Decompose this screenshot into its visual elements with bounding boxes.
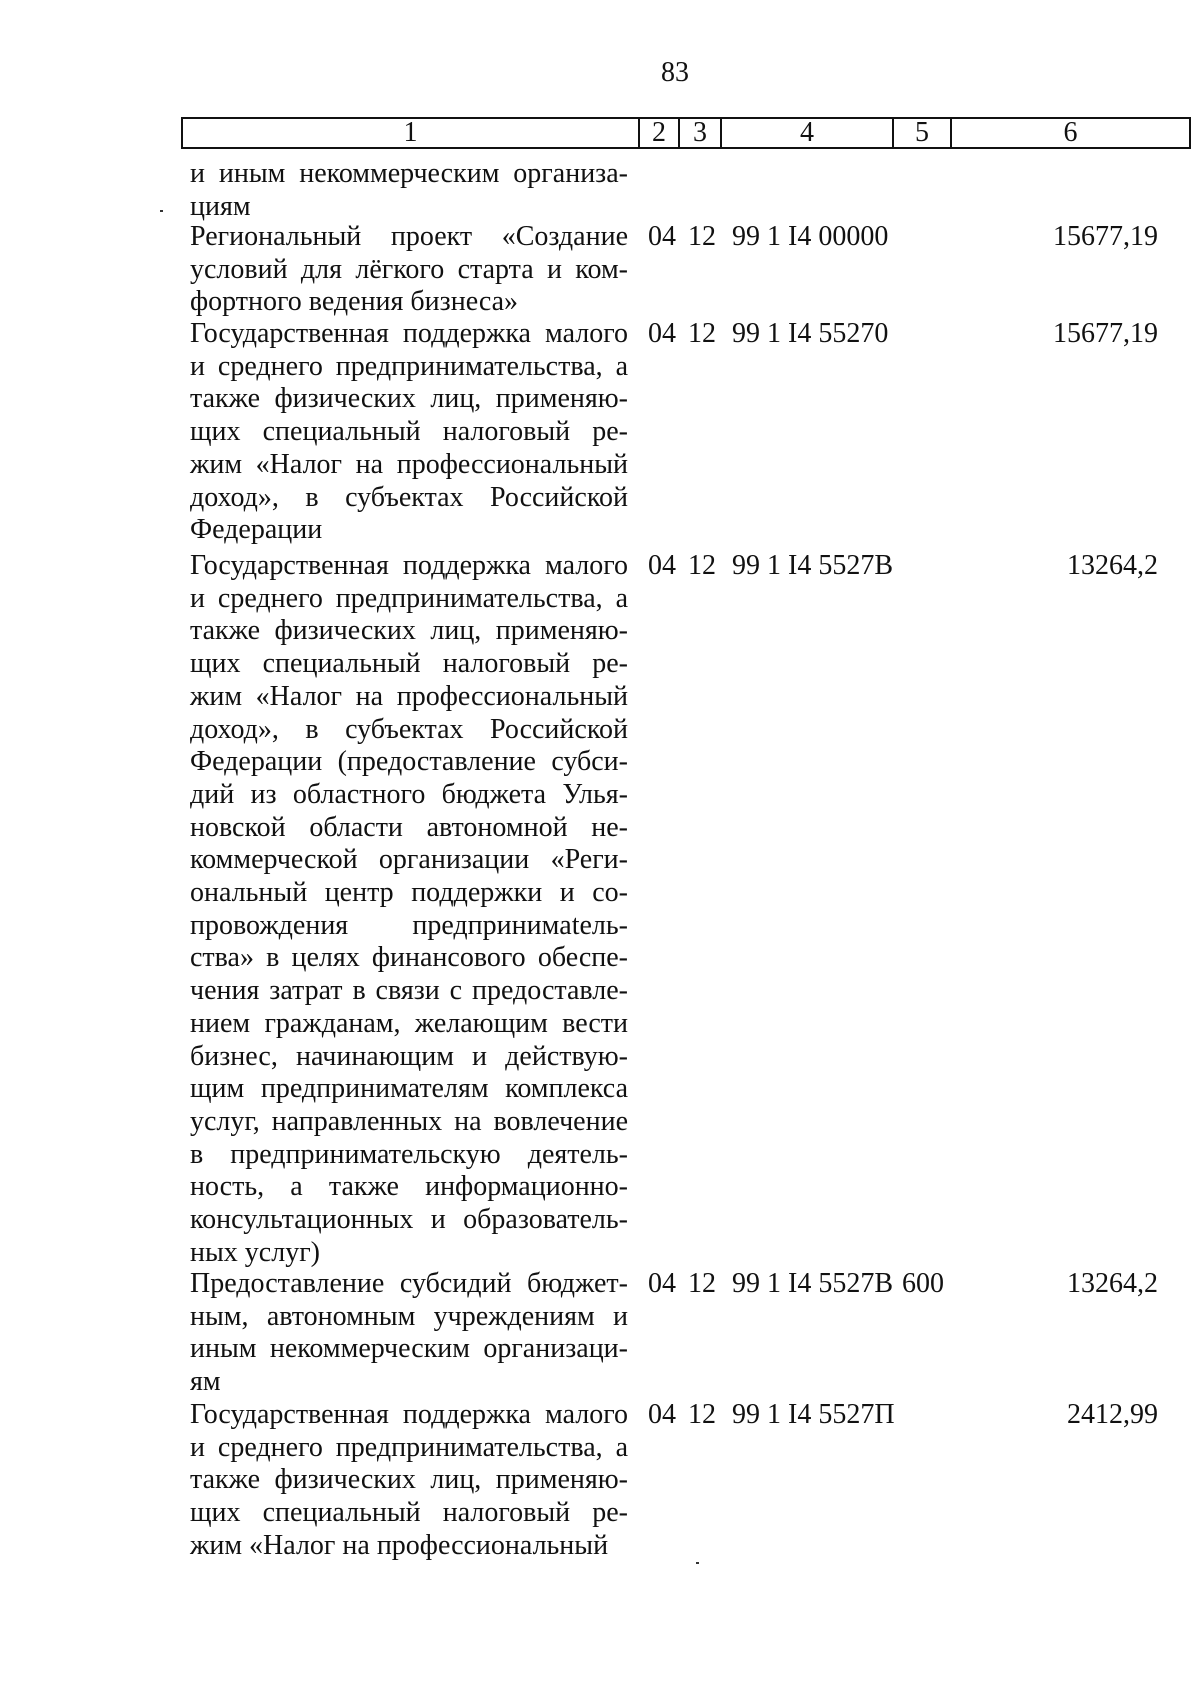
- row-description: [190, 1399, 628, 1563]
- description-line: Государственная поддержка малого: [190, 1399, 628, 1430]
- description-line: и иным некоммерческим организа-: [190, 158, 628, 189]
- description-line: ность, а также информационно-: [190, 1171, 628, 1203]
- description-line: щих специальный налоговый ре-: [190, 648, 628, 680]
- amount: 2412,99: [1067, 1399, 1158, 1430]
- description-line: жим «Налог на профессиональный: [190, 1529, 609, 1561]
- description-line: жим «Налог на профессиональный: [190, 680, 628, 712]
- description-line: Федерации (предоставление субси-: [190, 746, 628, 778]
- description-line: также физических лиц, применяю-: [190, 615, 628, 647]
- description-line: доход», в субъектах Российской: [190, 481, 628, 513]
- subsection-code: 12: [688, 221, 716, 252]
- target-article-code: 99 1 I4 5527В: [732, 550, 893, 581]
- row-description: [190, 221, 628, 319]
- target-article-code: 99 1 I4 55270: [732, 318, 889, 349]
- description-line: ям: [190, 1366, 221, 1398]
- expense-type-code: 600: [902, 1268, 944, 1299]
- section-code: 04: [648, 550, 676, 581]
- description-line: провождения предпринимatель-: [190, 909, 628, 941]
- description-line: также физических лиц, применяю-: [190, 383, 628, 415]
- description-line: Государственная поддержка малого: [190, 550, 628, 581]
- description-line: и среднего предпринимательства, а: [190, 1431, 628, 1463]
- description-line: услуг, направленных на вовлечение: [190, 1105, 628, 1137]
- description-line: щим предпринимателям комплекса: [190, 1073, 628, 1105]
- description-line: новской области автономной не-: [190, 811, 628, 843]
- header-col-6: 6: [1063, 117, 1078, 148]
- description-line: Федерации: [190, 514, 323, 546]
- subsection-code: 12: [688, 550, 716, 581]
- description-line: коммерческой организации «Реги-: [190, 844, 628, 876]
- description-line: циям: [190, 190, 251, 222]
- header-col-3: 3: [680, 119, 722, 147]
- amount: 15677,19: [1053, 221, 1158, 252]
- description-line: Предоставление субсидий бюджет-: [190, 1268, 628, 1299]
- description-line: дий из областного бюджета Улья-: [190, 778, 628, 810]
- description-line: жим «Налог на профессиональный: [190, 448, 628, 480]
- description-line: щих специальный налоговый ре-: [190, 1497, 628, 1529]
- target-article-code: 99 1 I4 5527В: [732, 1268, 893, 1299]
- subsection-code: 12: [688, 1399, 716, 1430]
- description-line: нием гражданам, желающим вести: [190, 1007, 628, 1039]
- description-line: консультационных и образователь-: [190, 1204, 628, 1236]
- target-article-code: 99 1 I4 00000: [732, 221, 889, 252]
- header-col-4: 4: [722, 119, 894, 147]
- description-line: и среднего предпринимательства, а: [190, 582, 628, 614]
- description-line: ных услуг): [190, 1236, 321, 1268]
- section-code: 04: [648, 318, 676, 349]
- target-article-code: 99 1 I4 5527П: [732, 1399, 895, 1430]
- row-description: [190, 158, 628, 223]
- scan-speck: [696, 1562, 699, 1564]
- subsection-code: 12: [688, 318, 716, 349]
- row-description: [190, 550, 628, 1269]
- amount: 13264,2: [1067, 1268, 1158, 1299]
- table-header-row: [181, 117, 1191, 149]
- section-code: 04: [648, 1268, 676, 1299]
- description-line: щих специальный налоговый ре-: [190, 416, 628, 448]
- description-line: ональный центр поддержки и со-: [190, 877, 628, 909]
- description-line: Государственная поддержка малого: [190, 318, 628, 349]
- header-col-5: 5: [894, 119, 952, 147]
- amount: 15677,19: [1053, 318, 1158, 349]
- description-line: в предпринимательскую деятель-: [190, 1138, 628, 1170]
- description-line: бизнес, начинающим и действую-: [190, 1040, 628, 1072]
- description-line: ным, автономным учреждениям и: [190, 1300, 628, 1332]
- page-number: 83: [661, 57, 689, 88]
- row-description: [190, 1268, 628, 1399]
- section-code: 04: [648, 1399, 676, 1430]
- description-line: условий для лёгкого старта и ком-: [190, 253, 628, 285]
- header-col-1: 1: [183, 119, 640, 147]
- description-line: иным некоммерческим организаци-: [190, 1333, 628, 1365]
- description-line: фортного ведения бизнеса»: [190, 286, 519, 318]
- amount: 13264,2: [1067, 550, 1158, 581]
- subsection-code: 12: [688, 1268, 716, 1299]
- header-col-2: 2: [640, 119, 680, 147]
- description-line: доход», в субъектах Российской: [190, 713, 628, 745]
- description-line: Региональный проект «Создание: [190, 221, 628, 252]
- section-code: 04: [648, 221, 676, 252]
- row-description: [190, 318, 628, 547]
- description-line: чения затрат в связи с предоставле-: [190, 975, 628, 1007]
- description-line: ства» в целях финансового обеспе-: [190, 942, 628, 974]
- scan-speck: [160, 210, 163, 212]
- description-line: и среднего предпринимательства, а: [190, 350, 628, 382]
- description-line: также физических лиц, применяю-: [190, 1464, 628, 1496]
